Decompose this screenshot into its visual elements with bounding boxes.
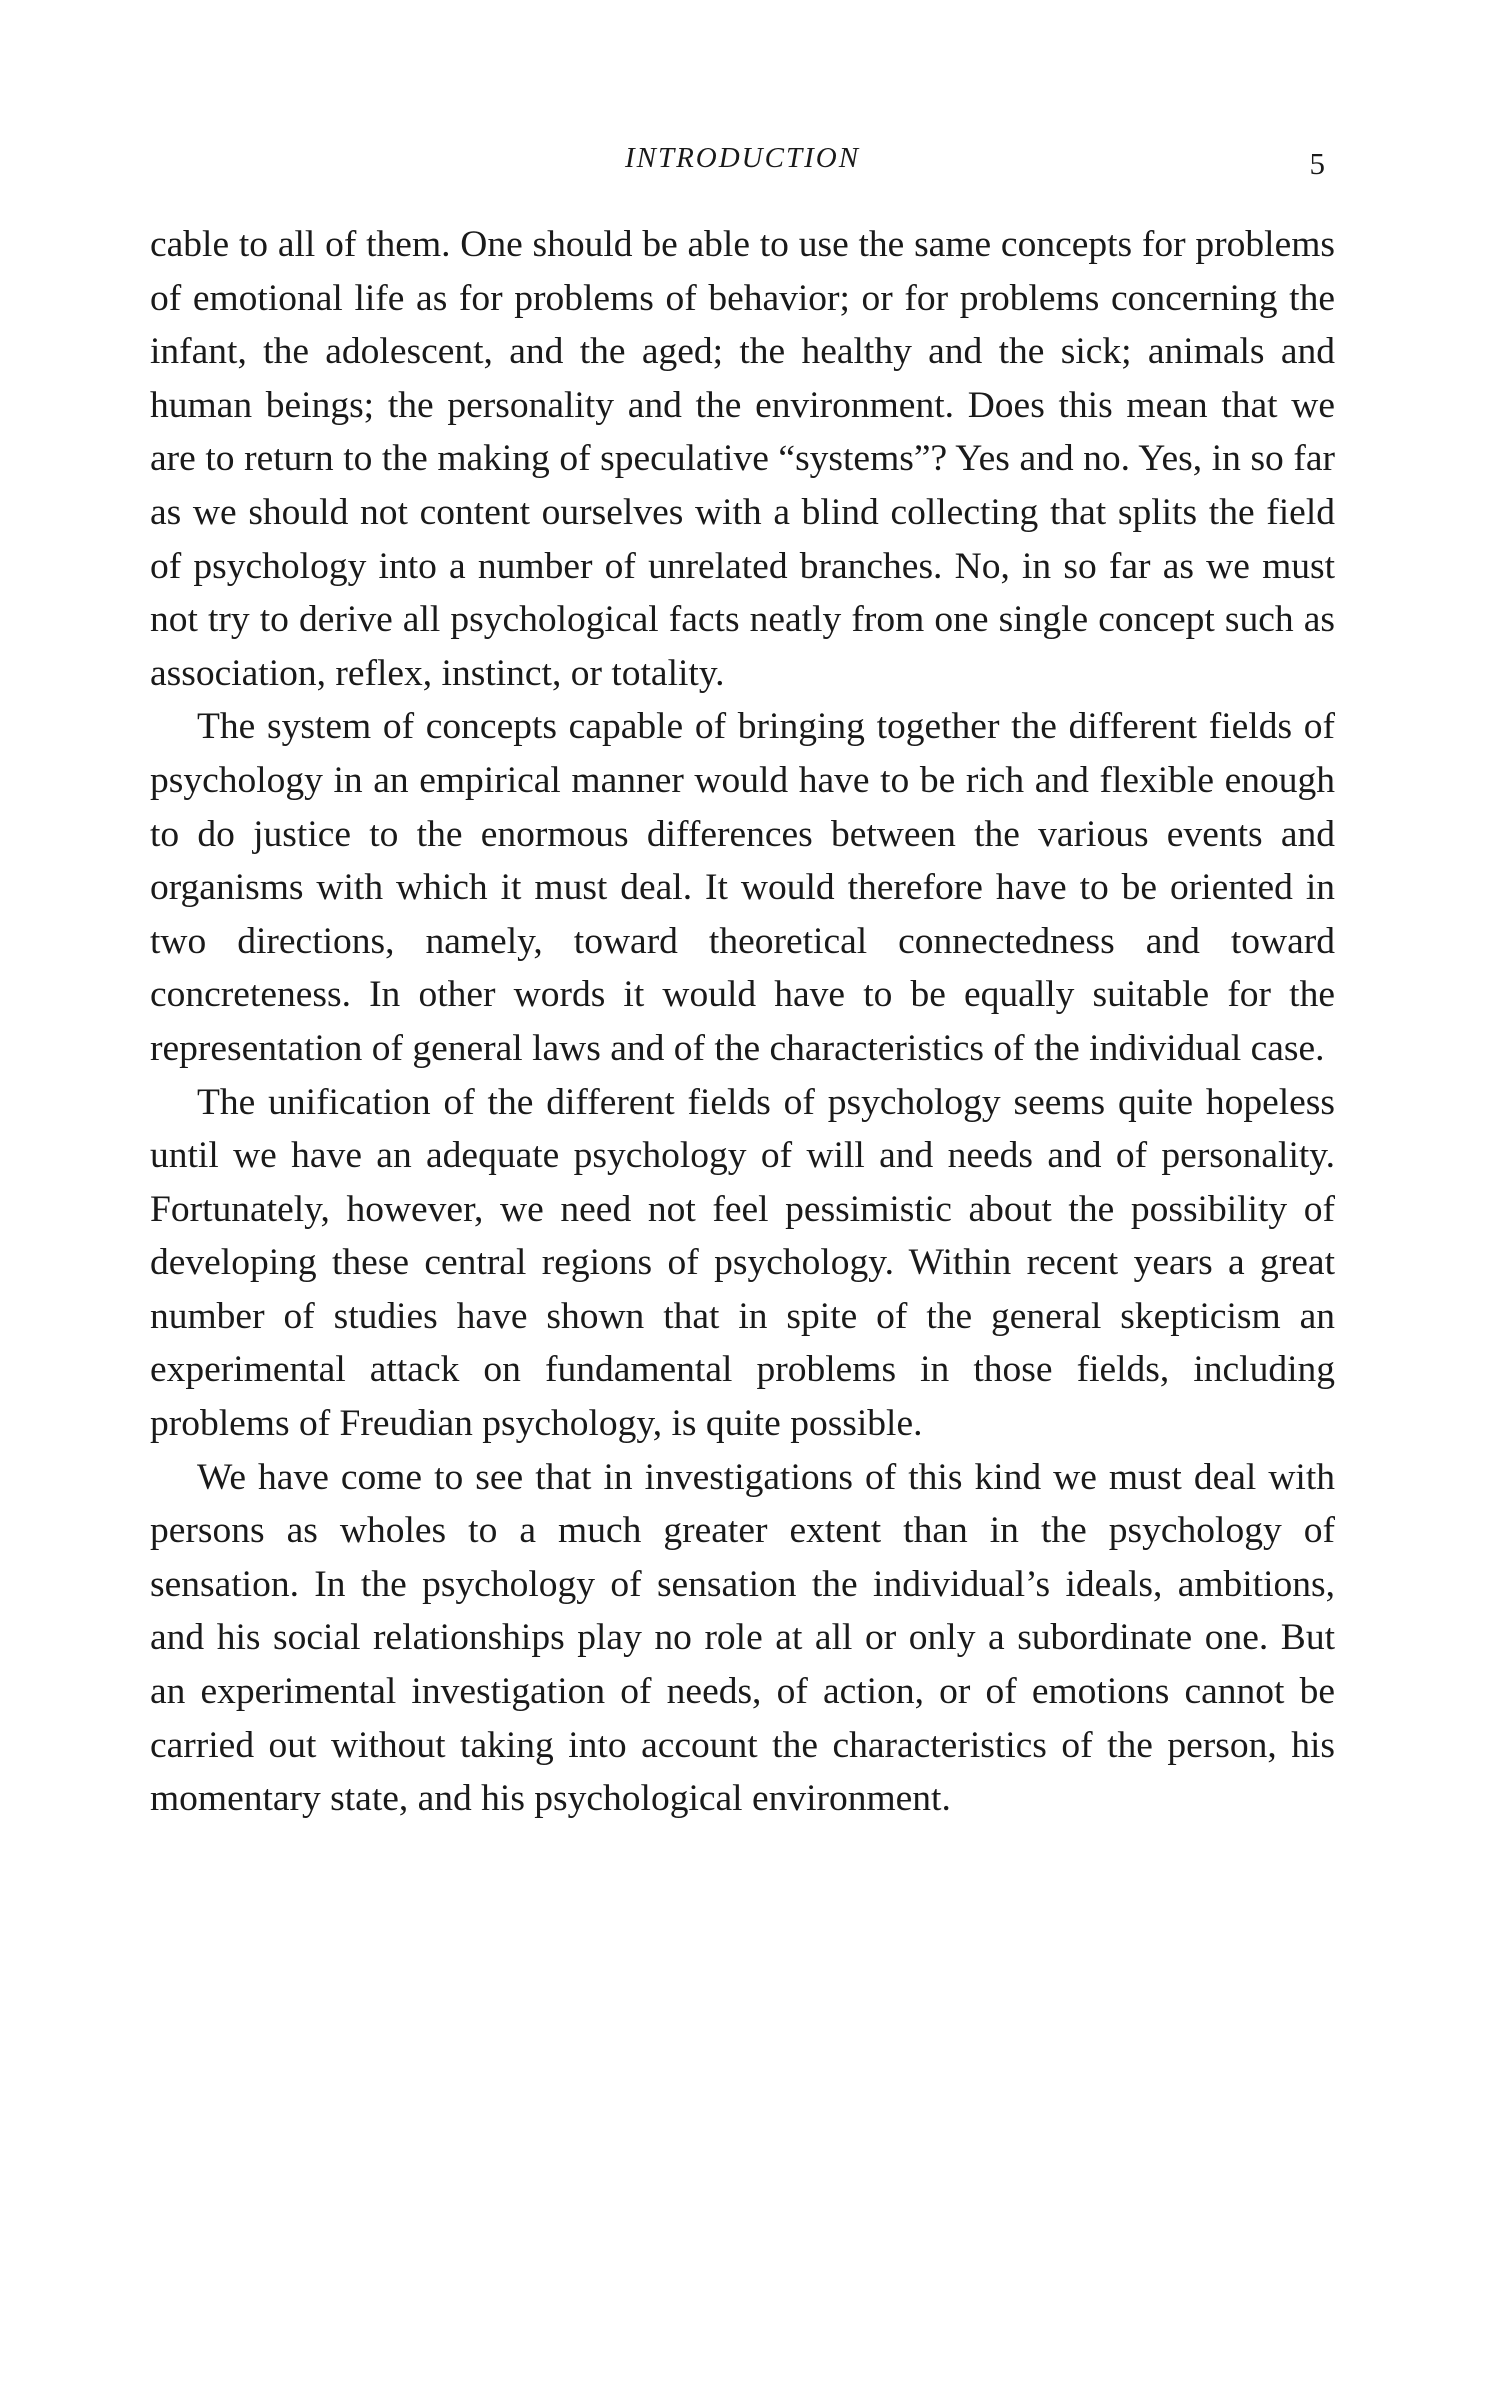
paragraph: The system of concepts capable of bringing together the different fields of psychology in an empirical manner would have to be rich and flexible enough to do justice to the enormous differences between the various events and organisms with which it must deal. It would therefore have to be oriented in two directions, namely, toward theoretical connectedness and toward concreteness. In other words it would have to be equally suitable for the representation of general laws and of the characteristics of the individual case. [150,706,1335,1069]
running-title: INTRODUCTION [624,142,861,174]
body-text [150,218,1335,1826]
page-number: 5 [1309,146,1325,181]
paragraph: We have come to see that in investigations of this kind we must deal with persons as wholes to a much greater extent than in the psychology of sensation. In the psychology of sensation the individual’s ideals, ambitions, and his social relationships play no role at all or only a subordinate one. But an experimental investigation of needs, of action, or of emotions cannot be carried out without taking into account the characteristics of the person, his momentary state, and his psychological environment. [150,1456,1335,1820]
paragraph-continued: cable to all of them. One should be able to use the same concepts for problems of emotional life as for problems of behavior; or for problems concerning the infant, the adolescent, and the aged; the healthy and the sick; animals and human beings; the personality and the environment. Does this mean that we are to return to the making of speculative “systems”? Yes and no. Yes, in so far as we should not content ourselves with a blind collecting that splits the field of psychology into a number of unrelated branches. No, in so far as we must not try to derive all psychological facts neatly from one single concept such as association, reflex, instinct, or totality. [150,224,1335,694]
paragraph: The unification of the different fields of psychology seems quite hopeless until we have an adequate psychology of will and needs and of personality. Fortunately, however, we need not feel pessimistic about the possibility of developing these central regions of psychology. Within recent years a great number of studies have shown that in spite of the general skepticism an experimental attack on fundamental problems in those fields, including problems of Freudian psychology, is quite possible. [150,1081,1335,1445]
running-head [150,138,1335,181]
